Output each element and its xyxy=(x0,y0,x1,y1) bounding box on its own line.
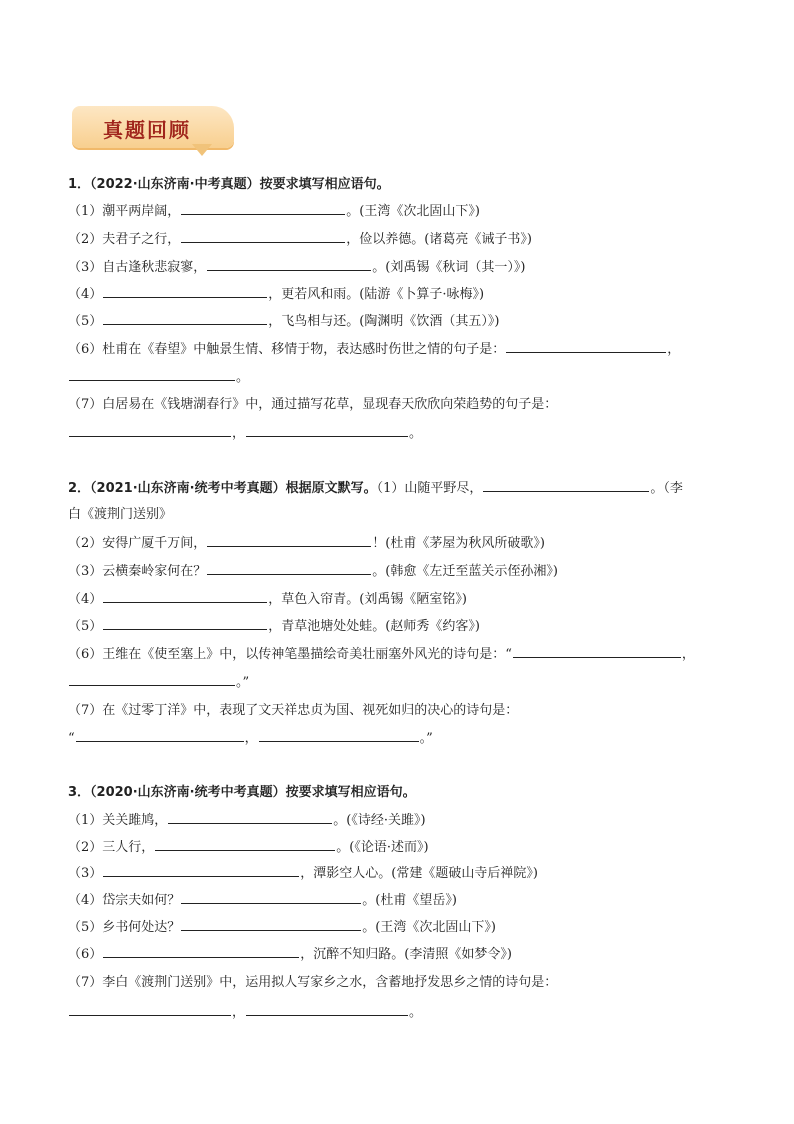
text: （5）乡书何处达？ xyxy=(68,920,181,935)
question-1-title: 1．（2022·山东济南·中考真题）按要求填写相应语句。 xyxy=(68,177,390,192)
text: （3）云横秦岭家何在？ xyxy=(68,564,207,579)
text: ， xyxy=(244,731,258,746)
q2-line-2 xyxy=(68,534,545,553)
text: 。(刘禹锡《秋词（其一）》) xyxy=(372,260,526,275)
q1-line-5 xyxy=(68,312,499,331)
answer-blank[interactable] xyxy=(69,368,235,381)
text: （1）关关雎鸠， xyxy=(68,813,168,828)
text: （2）夫君子之行， xyxy=(68,232,181,247)
badge-tail xyxy=(192,144,212,156)
text: 。（李 xyxy=(650,481,683,496)
q2-line-4 xyxy=(68,590,467,609)
q1-line-7-cont xyxy=(68,424,422,443)
question-3-title: 3．（2020·山东济南·统考中考真题）按要求填写相应语句。 xyxy=(68,785,416,800)
text: ，更若风和雨。(陆游《卜算子·咏梅》) xyxy=(268,287,485,302)
text: 。 xyxy=(236,370,250,385)
q2-line-5 xyxy=(68,617,480,636)
text: ，沉醉不知归路。(李清照《如梦令》) xyxy=(300,947,512,962)
answer-blank[interactable] xyxy=(103,945,299,958)
text: 。(《诗经·关雎》) xyxy=(333,813,426,828)
text: ，俭以养德。(诸葛亮《诫子书》) xyxy=(346,232,532,247)
text: （2）安得广厦千万间， xyxy=(68,536,207,551)
question-2-heading: 2．（2021·山东济南·统考中考真题）根据原文默写。 xyxy=(68,481,377,496)
q3-line-4 xyxy=(68,891,457,910)
answer-blank[interactable] xyxy=(69,673,235,686)
answer-blank[interactable] xyxy=(207,534,371,547)
text: （3） xyxy=(68,866,103,881)
text: ，青草池塘处处蛙。(赵师秀《约客》) xyxy=(268,619,480,634)
q2-line-3 xyxy=(68,562,558,581)
text: ， xyxy=(681,647,695,662)
text: （6） xyxy=(68,947,103,962)
text: 。(韩愈《左迁至蓝关示侄孙湘》) xyxy=(372,564,558,579)
q3-line-5 xyxy=(68,918,496,937)
q1-line-1 xyxy=(68,202,480,221)
answer-blank[interactable] xyxy=(181,202,345,215)
q2-line-7: （7）在《过零丁洋》中，表现了文天祥忠贞为国、视死如归的决心的诗句是： xyxy=(68,703,519,718)
text: ， xyxy=(232,426,246,441)
text: 。(王湾《次北固山下》) xyxy=(362,920,496,935)
q2-line-6 xyxy=(68,645,695,664)
answer-blank[interactable] xyxy=(181,891,361,904)
q3-line-2 xyxy=(68,838,429,857)
q3-line-7: （7）李白《渡荆门送别》中，运用拟人写家乡之水，含蓄地抒发思乡之情的诗句是： xyxy=(68,975,558,990)
text: 。(杜甫《望岳》) xyxy=(362,893,457,908)
answer-blank[interactable] xyxy=(103,617,267,630)
text: 。(《论语·述而》) xyxy=(336,840,429,855)
answer-blank[interactable] xyxy=(103,864,299,877)
q1-line-7: （7）白居易在《钱塘湖春行》中，通过描写花草，显现春天欣欣向荣趋势的句子是： xyxy=(68,397,558,412)
text: 。(王湾《次北固山下》) xyxy=(346,204,480,219)
q2-line-1-cont: 白《渡荆门送别》 xyxy=(68,507,173,522)
answer-blank[interactable] xyxy=(207,562,371,575)
text: （5） xyxy=(68,314,103,329)
answer-blank[interactable] xyxy=(69,1003,231,1016)
text: ！(杜甫《茅屋为秋风所破歌》) xyxy=(372,536,545,551)
q1-line-6-cont xyxy=(68,368,249,387)
text: （2）三人行， xyxy=(68,840,155,855)
q3-line-7-cont xyxy=(68,1003,422,1022)
answer-blank[interactable] xyxy=(155,838,335,851)
answer-blank[interactable] xyxy=(246,1003,408,1016)
question-2-title xyxy=(68,479,683,498)
text: （6）王维在《使至塞上》中，以传神笔墨描绘奇美壮丽塞外风光的诗句是：“ xyxy=(68,647,512,662)
answer-blank[interactable] xyxy=(181,230,345,243)
q3-line-6 xyxy=(68,945,512,964)
answer-blank[interactable] xyxy=(181,918,361,931)
text: ，飞鸟相与还。(陶渊明《饮酒（其五）》) xyxy=(268,314,500,329)
text: （5） xyxy=(68,619,103,634)
answer-blank[interactable] xyxy=(103,312,267,325)
answer-blank[interactable] xyxy=(103,590,267,603)
answer-blank[interactable] xyxy=(483,479,649,492)
answer-blank[interactable] xyxy=(103,285,267,298)
text: ，潭影空人心。(常建《题破山寺后禅院》) xyxy=(300,866,538,881)
text: ， xyxy=(232,1005,246,1020)
answer-blank[interactable] xyxy=(506,340,666,353)
text: 。” xyxy=(419,731,433,746)
text: 。 xyxy=(409,426,423,441)
text: 。 xyxy=(409,1005,423,1020)
text: （1）山随平野尽， xyxy=(376,481,483,496)
q1-line-6 xyxy=(68,340,680,359)
text: “ xyxy=(68,731,75,746)
text: （4） xyxy=(68,592,103,607)
q1-line-3 xyxy=(68,258,525,277)
q3-line-3 xyxy=(68,864,538,883)
answer-blank[interactable] xyxy=(259,729,419,742)
text: （4） xyxy=(68,287,103,302)
answer-blank[interactable] xyxy=(513,645,681,658)
q3-line-1 xyxy=(68,811,426,830)
text: 。” xyxy=(236,675,250,690)
q2-line-6-cont xyxy=(68,673,249,692)
answer-blank[interactable] xyxy=(246,424,408,437)
answer-blank[interactable] xyxy=(207,258,371,271)
text: ， xyxy=(667,342,681,357)
text: （6）杜甫在《春望》中触景生情、移情于物，表达感时伤世之情的句子是： xyxy=(68,342,506,357)
text: （1）潮平两岸阔， xyxy=(68,204,181,219)
q2-line-7-cont xyxy=(68,729,433,748)
text: （4）岱宗夫如何？ xyxy=(68,893,181,908)
q1-line-4 xyxy=(68,285,484,304)
section-title: 真题回顾 xyxy=(103,118,191,142)
answer-blank[interactable] xyxy=(76,729,244,742)
section-badge xyxy=(72,106,234,154)
answer-blank[interactable] xyxy=(69,424,231,437)
text: ，草色入帘青。(刘禹锡《陋室铭》) xyxy=(268,592,467,607)
q1-line-2 xyxy=(68,230,532,249)
answer-blank[interactable] xyxy=(168,811,332,824)
text: （3）自古逢秋悲寂寥， xyxy=(68,260,207,275)
